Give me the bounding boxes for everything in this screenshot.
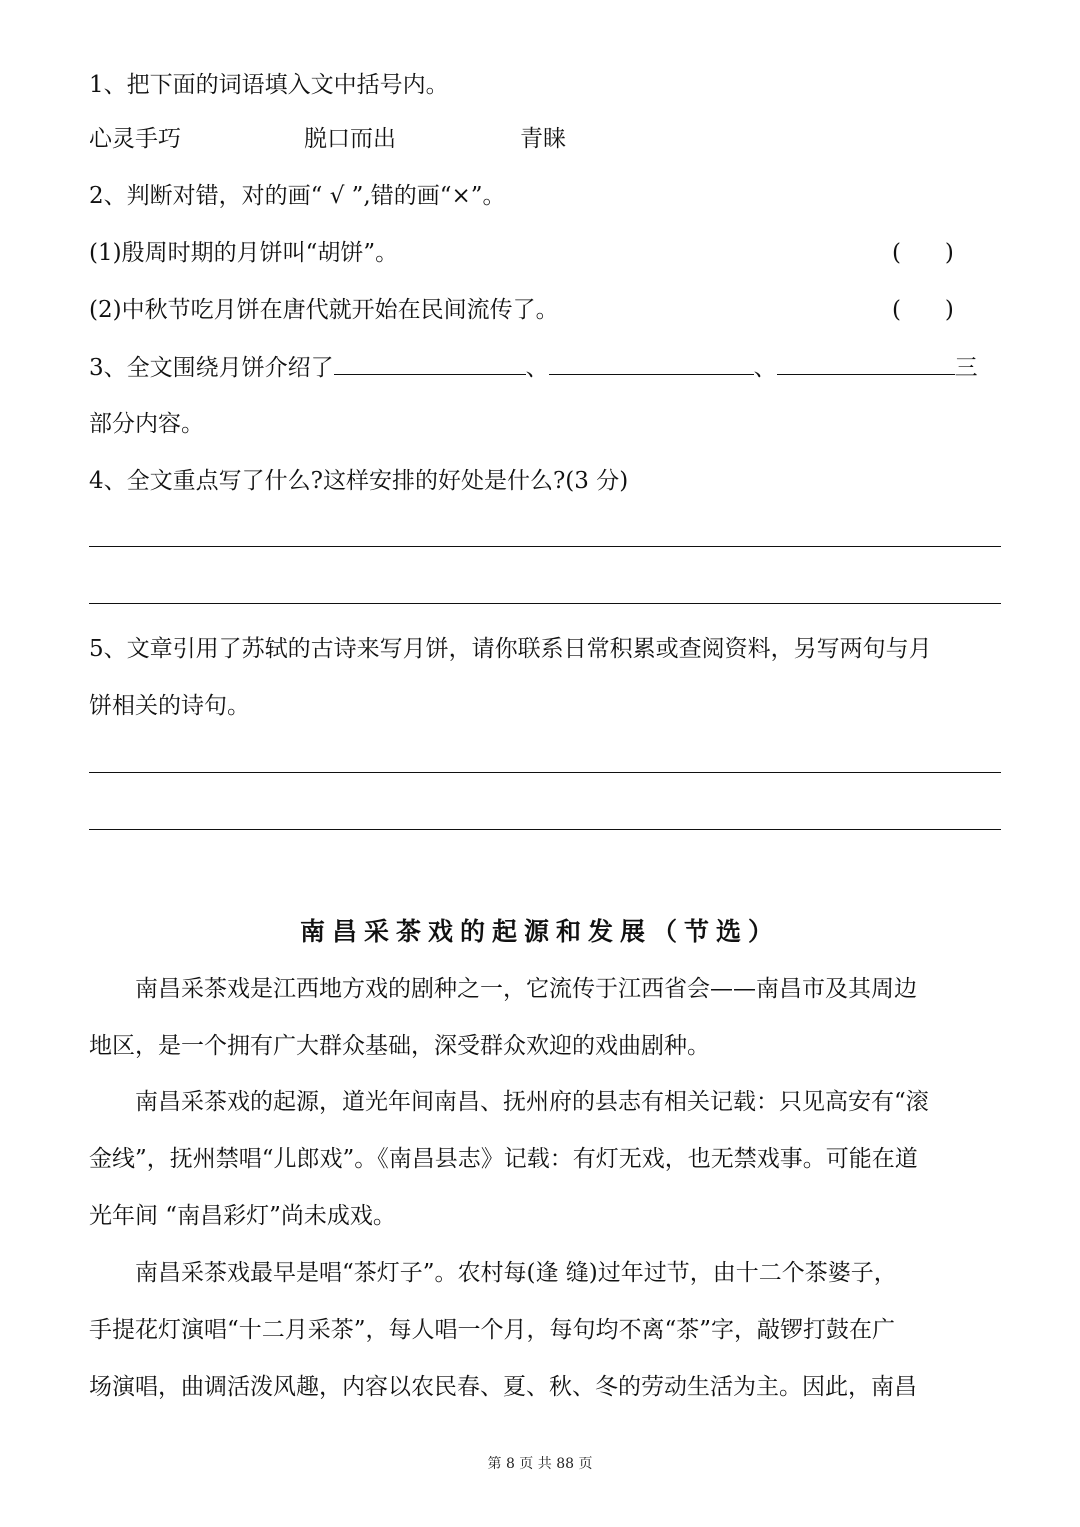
word-option-3: 青睐 bbox=[520, 126, 566, 152]
question-1-prompt: 1、把下面的词语填入文中括号内。 bbox=[89, 72, 449, 98]
answer-line[interactable] bbox=[89, 603, 1001, 604]
question-3-continuation: 部分内容。 bbox=[89, 411, 204, 437]
separator-2: 、 bbox=[753, 355, 777, 381]
question-2-item-2: (2)中秋节吃月饼在唐代就开始在民间流传了。 bbox=[89, 297, 559, 323]
answer-line[interactable] bbox=[89, 546, 1001, 547]
paragraph-line: 手提花灯演唱“十二月采茶”，每人唱一个月，每句均不离“茶”字，敲锣打鼓在广 bbox=[89, 1317, 896, 1343]
article-paragraph-2 bbox=[89, 1087, 1009, 1117]
question-4-prompt: 4、全文重点写了什么?这样安排的好处是什么?(3 分) bbox=[89, 468, 629, 494]
article-paragraph-1-cont bbox=[89, 1031, 1009, 1061]
article-title: 南昌采茶戏的起源和发展（节选） bbox=[299, 917, 780, 946]
article-paragraph-3-cont bbox=[89, 1372, 1009, 1402]
fill-blank-3[interactable] bbox=[777, 352, 955, 375]
paragraph-line: 光年间 “南昌彩灯”尚未成戏。 bbox=[89, 1203, 396, 1229]
article-paragraph-2-cont bbox=[89, 1201, 1009, 1231]
paragraph-line: 地区，是一个拥有广大群众基础，深受群众欢迎的戏曲剧种。 bbox=[89, 1033, 710, 1059]
question-2-prompt: 2、判断对错，对的画“ √ ”,错的画“×”。 bbox=[89, 183, 506, 209]
word-option-2: 脱口而出 bbox=[304, 126, 396, 152]
question-5-prompt-line-2: 饼相关的诗句。 bbox=[89, 693, 250, 719]
question-2-item-1: (1)殷周时期的月饼叫“胡饼”。 bbox=[89, 240, 399, 266]
paragraph-line: 南昌采茶戏是江西地方戏的剧种之一，它流传于江西省会——南昌市及其周边 bbox=[135, 976, 917, 1002]
question-3-suffix: 三 bbox=[954, 355, 978, 381]
paragraph-line: 南昌采茶戏的起源，道光年间南昌、抚州府的县志有相关记载：只见高安有“滚 bbox=[135, 1089, 929, 1115]
article-paragraph-3 bbox=[89, 1258, 1009, 1288]
article-paragraph-1 bbox=[89, 974, 1009, 1004]
word-option-1: 心灵手巧 bbox=[89, 126, 181, 152]
answer-line[interactable] bbox=[89, 772, 1001, 773]
paragraph-line: 场演唱，曲调活泼风趣，内容以农民春、夏、秋、冬的劳动生活为主。因此，南昌 bbox=[89, 1374, 917, 1400]
answer-slot-2[interactable]: ( ) bbox=[892, 297, 954, 323]
answer-slot-1[interactable]: ( ) bbox=[892, 240, 954, 266]
question-3-prefix: 3、全文围绕月饼介绍了 bbox=[89, 355, 334, 381]
paragraph-line: 南昌采茶戏最早是唱“茶灯子”。农村每(逢 缝)过年过节，由十二个茶婆子， bbox=[135, 1260, 897, 1286]
page-footer: 第 8 页 共 88 页 bbox=[487, 1456, 593, 1472]
question-5-prompt-line-1: 5、文章引用了苏轼的古诗来写月饼，请你联系日常积累或查阅资料，另写两句与月 bbox=[89, 636, 932, 662]
article-paragraph-3-cont bbox=[89, 1315, 1009, 1345]
separator-1: 、 bbox=[525, 355, 549, 381]
answer-line[interactable] bbox=[89, 829, 1001, 830]
paragraph-line: 金线”，抚州禁唱“儿郎戏”。《南昌县志》记载：有灯无戏，也无禁戏事。可能在道 bbox=[89, 1146, 918, 1172]
article-paragraph-2-cont bbox=[89, 1144, 1009, 1174]
question-3-line bbox=[89, 352, 978, 383]
fill-blank-1[interactable] bbox=[334, 352, 526, 375]
fill-blank-2[interactable] bbox=[549, 352, 754, 375]
